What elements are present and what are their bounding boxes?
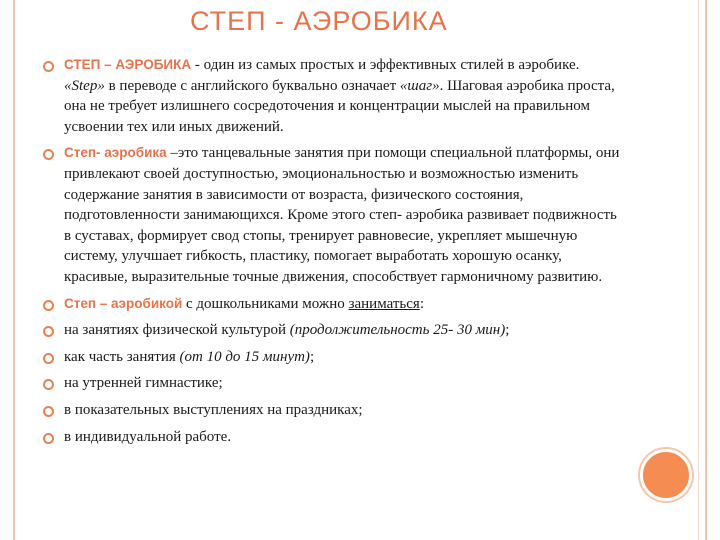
slide-content xyxy=(40,55,620,447)
right-border-line xyxy=(705,0,707,540)
italic-term: (продолжительность 25- 30 мин) xyxy=(289,322,506,339)
bullet-text: в переводе с английского буквально означает xyxy=(104,77,400,94)
italic-term: «шаг» xyxy=(399,77,440,94)
decorative-orange-circle xyxy=(640,449,692,501)
bullet-text: : xyxy=(419,295,424,312)
bullet-preschool xyxy=(40,294,620,315)
bullet-part-of-class xyxy=(40,347,620,368)
bullet-morning-exercise xyxy=(40,373,620,394)
bullet-pe-class xyxy=(40,320,620,341)
bullet-circle-icon xyxy=(43,149,54,160)
bullet-circle-icon xyxy=(43,61,54,72)
left-border-line xyxy=(13,0,15,540)
bullet-circle-icon xyxy=(43,406,54,417)
bullet-text: на утренней гимнастике; xyxy=(64,375,223,392)
bullet-description xyxy=(40,143,620,287)
italic-term: (от 10 до 15 минут) xyxy=(179,348,310,365)
bullet-text: ; xyxy=(505,322,510,339)
bullet-text: как часть занятия xyxy=(64,348,180,365)
bullet-text: . Шаговая аэробика проста, она не требует излишнего сосредоточения и концентрации мыслей на правильном усвоении тех или иных движений. xyxy=(64,77,615,135)
bullet-performances xyxy=(40,400,620,421)
bullet-text: на занятиях физической культурой xyxy=(64,322,290,339)
bullet-text: в показательных выступлениях на праздниках; xyxy=(64,401,363,418)
bullet-text: с дошкольниками можно xyxy=(182,295,349,312)
bullet-definition xyxy=(40,55,620,137)
bullet-text: –это танцевальные занятия при помощи специальной платформы, они привлекают своей доступностью, эмоциональностью и возможностью изменить содержание занятия в зависимости от возраста, физического состояния, подготовленности занимающихся. Кроме этого степ- аэробика развивает подвижность в суставах, формирует свод стопы, тренирует равновесие, укрепляет мышечную систему, улучшает гибкость, пластику, помогает выработать хорошую осанку, красивые, выразительные точные движения, способствует гармоничному развитию. xyxy=(64,145,620,285)
highlight-term: СТЕП – АЭРОБИКА xyxy=(64,57,192,72)
underlined-term: заниматься xyxy=(348,295,420,312)
highlight-term: Степ- аэробика xyxy=(64,145,167,161)
bullet-circle-icon xyxy=(43,300,54,311)
slide-title: СТЕП - АЭРОБИКА xyxy=(190,6,448,36)
bullet-circle-icon xyxy=(43,433,54,444)
bullet-circle-icon xyxy=(43,379,54,390)
bullet-text: ; xyxy=(309,348,315,365)
italic-term: «Step» xyxy=(64,77,105,94)
bullet-individual-work xyxy=(40,427,620,448)
bullet-circle-icon xyxy=(43,326,54,337)
bullet-circle-icon xyxy=(43,353,54,364)
bullet-text: - один из самых простых и эффективных стилей в аэробике. xyxy=(191,57,580,73)
highlight-term: Степ – аэробикой xyxy=(64,295,183,311)
bullet-text: в индивидуальной работе. xyxy=(64,428,232,445)
right-border-line-inner xyxy=(698,0,699,540)
